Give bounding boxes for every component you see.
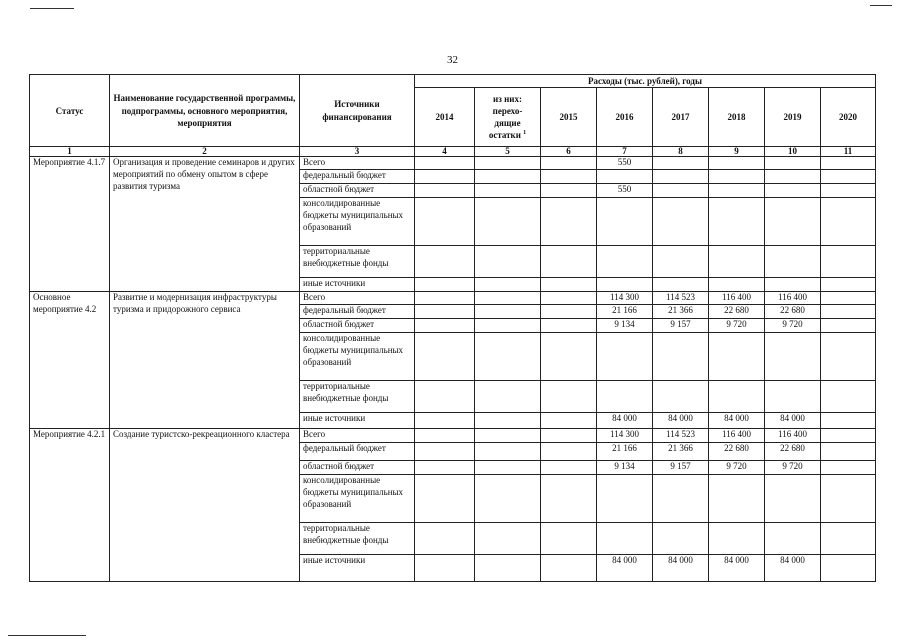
amount-cell xyxy=(821,475,876,523)
scan-mark-top-right xyxy=(870,5,892,6)
table-row xyxy=(30,157,876,170)
amount-cell xyxy=(541,333,597,381)
amount-cell xyxy=(475,292,541,305)
amount-cell xyxy=(475,305,541,319)
amount-cell xyxy=(765,381,821,413)
status-cell: Мероприятие 4.1.7 xyxy=(30,157,110,292)
funding-source-cell: консолидированные бюджеты муниципальных образований xyxy=(300,475,415,523)
amount-cell: 21 366 xyxy=(653,443,709,461)
amount-cell xyxy=(475,278,541,292)
amount-cell xyxy=(475,443,541,461)
amount-cell: 116 400 xyxy=(765,292,821,305)
amount-cell xyxy=(541,278,597,292)
amount-cell xyxy=(765,198,821,246)
column-number: 9 xyxy=(709,147,765,157)
amount-cell xyxy=(415,429,475,443)
amount-cell xyxy=(765,184,821,198)
funding-source-cell: территориальные внебюджетные фонды xyxy=(300,381,415,413)
column-number: 10 xyxy=(765,147,821,157)
amount-cell xyxy=(415,475,475,523)
amount-cell: 22 680 xyxy=(709,443,765,461)
amount-cell xyxy=(415,319,475,333)
amount-cell xyxy=(415,157,475,170)
amount-cell xyxy=(541,305,597,319)
amount-cell: 22 680 xyxy=(765,443,821,461)
amount-cell xyxy=(653,246,709,278)
column-number: 11 xyxy=(821,147,876,157)
funding-source-cell: территориальные внебюджетные фонды xyxy=(300,523,415,555)
column-number: 2 xyxy=(110,147,300,157)
amount-cell xyxy=(597,278,653,292)
measure-name-cell: Создание туристско-рекреационного кластера xyxy=(110,429,300,582)
amount-cell: 84 000 xyxy=(597,555,653,582)
amount-cell xyxy=(653,198,709,246)
amount-cell: 84 000 xyxy=(653,413,709,429)
column-number: 6 xyxy=(541,147,597,157)
amount-cell xyxy=(541,292,597,305)
header-year-2020: 2020 xyxy=(821,88,876,147)
amount-cell xyxy=(821,381,876,413)
amount-cell xyxy=(709,157,765,170)
amount-cell: 9 720 xyxy=(709,461,765,475)
header-year-2015: 2015 xyxy=(541,88,597,147)
amount-cell xyxy=(475,333,541,381)
amount-cell xyxy=(821,555,876,582)
amount-cell: 114 523 xyxy=(653,429,709,443)
amount-cell xyxy=(653,170,709,184)
amount-cell xyxy=(765,170,821,184)
funding-source-cell: федеральный бюджет xyxy=(300,305,415,319)
amount-cell xyxy=(765,278,821,292)
header-of-them-line4 xyxy=(478,129,537,141)
amount-cell xyxy=(821,157,876,170)
header-name: Наименование государственной программы, подпрограммы, основного мероприятия, мероприятия xyxy=(110,75,300,147)
amount-cell xyxy=(821,292,876,305)
funding-source-cell: федеральный бюджет xyxy=(300,443,415,461)
header-year-2016: 2016 xyxy=(597,88,653,147)
amount-cell xyxy=(415,461,475,475)
status-cell: Основное мероприятие 4.2 xyxy=(30,292,110,429)
amount-cell xyxy=(709,381,765,413)
amount-cell xyxy=(541,184,597,198)
funding-source-cell: консолидированные бюджеты муниципальных образований xyxy=(300,333,415,381)
amount-cell: 84 000 xyxy=(709,555,765,582)
amount-cell: 9 157 xyxy=(653,319,709,333)
amount-cell: 84 000 xyxy=(597,413,653,429)
funding-source-cell: областной бюджет xyxy=(300,319,415,333)
column-number-row xyxy=(30,147,876,157)
amount-cell xyxy=(475,429,541,443)
amount-cell xyxy=(709,246,765,278)
amount-cell xyxy=(415,413,475,429)
header-year-2014: 2014 xyxy=(415,88,475,147)
amount-cell xyxy=(765,475,821,523)
amount-cell xyxy=(541,157,597,170)
amount-cell xyxy=(821,429,876,443)
scan-mark-bottom-left xyxy=(8,635,86,636)
amount-cell xyxy=(541,381,597,413)
amount-cell xyxy=(597,333,653,381)
amount-cell xyxy=(475,198,541,246)
header-status: Статус xyxy=(30,75,110,147)
measure-name-cell: Развитие и модернизация инфраструктуры туризма и придорожного сервиса xyxy=(110,292,300,429)
amount-cell xyxy=(541,170,597,184)
amount-cell xyxy=(415,333,475,381)
amount-cell xyxy=(821,413,876,429)
funding-source-cell: Всего xyxy=(300,292,415,305)
amount-cell: 22 680 xyxy=(765,305,821,319)
amount-cell xyxy=(475,246,541,278)
amount-cell xyxy=(475,555,541,582)
amount-cell xyxy=(541,443,597,461)
funding-source-cell: иные источники xyxy=(300,278,415,292)
amount-cell xyxy=(415,198,475,246)
amount-cell xyxy=(821,443,876,461)
amount-cell xyxy=(541,461,597,475)
column-number: 1 xyxy=(30,147,110,157)
amount-cell xyxy=(821,170,876,184)
funding-source-cell: федеральный бюджет xyxy=(300,170,415,184)
amount-cell: 116 400 xyxy=(765,429,821,443)
amount-cell: 84 000 xyxy=(709,413,765,429)
amount-cell xyxy=(821,333,876,381)
amount-cell xyxy=(475,381,541,413)
amount-cell xyxy=(597,246,653,278)
amount-cell: 9 134 xyxy=(597,461,653,475)
amount-cell: 550 xyxy=(597,184,653,198)
funding-source-cell: Всего xyxy=(300,157,415,170)
column-number: 4 xyxy=(415,147,475,157)
amount-cell xyxy=(653,381,709,413)
header-of-them-line3: дящие xyxy=(494,118,521,129)
amount-cell xyxy=(415,443,475,461)
table-row xyxy=(30,292,876,305)
amount-cell xyxy=(765,246,821,278)
column-number: 8 xyxy=(653,147,709,157)
footnote-marker: 1 xyxy=(523,130,527,137)
amount-cell xyxy=(821,319,876,333)
amount-cell xyxy=(475,461,541,475)
amount-cell xyxy=(415,246,475,278)
table-row xyxy=(30,429,876,443)
amount-cell xyxy=(821,198,876,246)
amount-cell: 116 400 xyxy=(709,292,765,305)
amount-cell xyxy=(765,333,821,381)
header-of-them-line1: из них: xyxy=(493,93,522,104)
header-of-them-text: остатки xyxy=(488,130,521,141)
amount-cell xyxy=(475,184,541,198)
amount-cell: 84 000 xyxy=(653,555,709,582)
amount-cell xyxy=(415,555,475,582)
amount-cell: 550 xyxy=(597,157,653,170)
header-year-2019: 2019 xyxy=(765,88,821,147)
column-number: 5 xyxy=(475,147,541,157)
amount-cell xyxy=(765,157,821,170)
table-body xyxy=(30,147,876,582)
amount-cell xyxy=(415,170,475,184)
amount-cell xyxy=(709,523,765,555)
amount-cell xyxy=(475,170,541,184)
amount-cell: 21 366 xyxy=(653,305,709,319)
header-of-them-line2: перехо- xyxy=(492,106,523,116)
amount-cell: 22 680 xyxy=(709,305,765,319)
amount-cell xyxy=(541,475,597,523)
amount-cell xyxy=(541,246,597,278)
amount-cell xyxy=(475,319,541,333)
column-number: 3 xyxy=(300,147,415,157)
amount-cell xyxy=(821,246,876,278)
funding-source-cell: иные источники xyxy=(300,413,415,429)
amount-cell xyxy=(709,333,765,381)
amount-cell: 116 400 xyxy=(709,429,765,443)
amount-cell: 9 720 xyxy=(709,319,765,333)
header-expenses: Расходы (тыс. рублей), годы xyxy=(415,75,876,88)
amount-cell xyxy=(415,184,475,198)
header-of-them xyxy=(475,88,541,147)
amount-cell xyxy=(541,319,597,333)
amount-cell xyxy=(653,333,709,381)
amount-cell: 84 000 xyxy=(765,555,821,582)
amount-cell xyxy=(709,184,765,198)
amount-cell xyxy=(653,157,709,170)
amount-cell xyxy=(475,157,541,170)
amount-cell: 9 720 xyxy=(765,461,821,475)
amount-cell xyxy=(415,523,475,555)
amount-cell: 114 300 xyxy=(597,292,653,305)
header-year-2018: 2018 xyxy=(709,88,765,147)
amount-cell xyxy=(541,555,597,582)
amount-cell xyxy=(821,305,876,319)
funding-source-cell: областной бюджет xyxy=(300,461,415,475)
amount-cell: 21 166 xyxy=(597,305,653,319)
measure-name-cell: Организация и проведение семинаров и других мероприятий по обмену опытом в сфере развития туризма xyxy=(110,157,300,292)
amount-cell xyxy=(597,523,653,555)
header-year-2017: 2017 xyxy=(653,88,709,147)
amount-cell xyxy=(653,184,709,198)
amount-cell: 114 300 xyxy=(597,429,653,443)
amount-cell xyxy=(821,184,876,198)
funding-source-cell: иные источники xyxy=(300,555,415,582)
amount-cell xyxy=(475,523,541,555)
amount-cell xyxy=(415,278,475,292)
amount-cell xyxy=(415,292,475,305)
page-number: 32 xyxy=(447,54,458,66)
amount-cell xyxy=(597,381,653,413)
amount-cell xyxy=(709,170,765,184)
amount-cell: 114 523 xyxy=(653,292,709,305)
amount-cell xyxy=(709,278,765,292)
amount-cell xyxy=(475,475,541,523)
amount-cell xyxy=(541,413,597,429)
amount-cell: 9 157 xyxy=(653,461,709,475)
header-sources: Источники финансирования xyxy=(300,75,415,147)
funding-source-cell: областной бюджет xyxy=(300,184,415,198)
amount-cell xyxy=(475,413,541,429)
amount-cell xyxy=(597,170,653,184)
column-number: 7 xyxy=(597,147,653,157)
amount-cell xyxy=(765,523,821,555)
amount-cell xyxy=(821,278,876,292)
amount-cell: 21 166 xyxy=(597,443,653,461)
amount-cell xyxy=(415,381,475,413)
funding-source-cell: консолидированные бюджеты муниципальных образований xyxy=(300,198,415,246)
amount-cell xyxy=(541,523,597,555)
scan-mark-top-left xyxy=(30,8,74,9)
amount-cell xyxy=(653,278,709,292)
amount-cell xyxy=(653,475,709,523)
amount-cell xyxy=(709,198,765,246)
amount-cell: 84 000 xyxy=(765,413,821,429)
amount-cell xyxy=(415,305,475,319)
budget-table xyxy=(29,74,876,582)
amount-cell xyxy=(821,523,876,555)
amount-cell xyxy=(597,198,653,246)
amount-cell: 9 134 xyxy=(597,319,653,333)
funding-source-cell: Всего xyxy=(300,429,415,443)
amount-cell xyxy=(541,429,597,443)
status-cell: Мероприятие 4.2.1 xyxy=(30,429,110,582)
amount-cell xyxy=(709,475,765,523)
amount-cell xyxy=(821,461,876,475)
amount-cell xyxy=(597,475,653,523)
amount-cell: 9 720 xyxy=(765,319,821,333)
amount-cell xyxy=(541,198,597,246)
amount-cell xyxy=(653,523,709,555)
funding-source-cell: территориальные внебюджетные фонды xyxy=(300,246,415,278)
